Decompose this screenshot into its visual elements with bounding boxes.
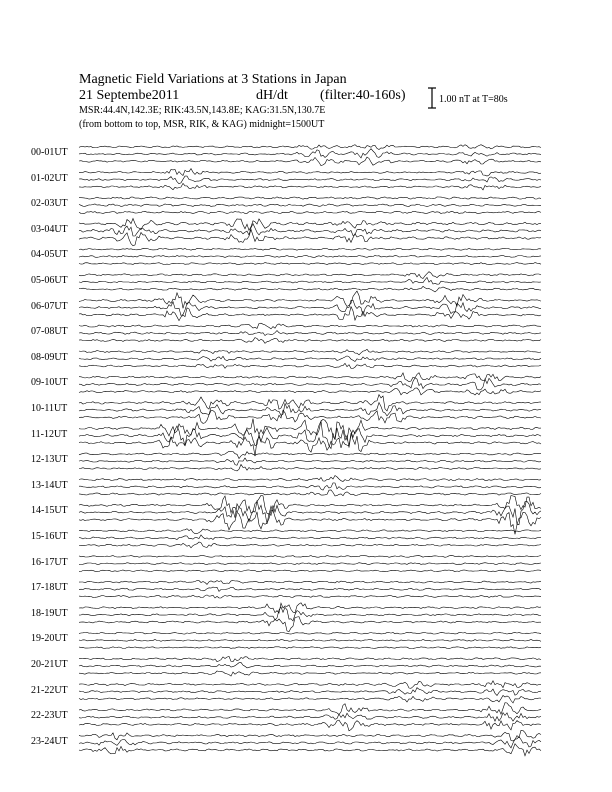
trace-line <box>79 535 541 540</box>
trace-line <box>79 197 541 199</box>
hour-label: 18-19UT <box>31 607 68 619</box>
trace-line <box>79 176 541 184</box>
trace-line <box>79 688 541 696</box>
hour-label: 07-08UT <box>31 326 68 338</box>
hour-label: 04-05UT <box>31 249 68 261</box>
trace-line <box>79 145 541 150</box>
trace-line <box>79 272 541 279</box>
chart-component: dH/dt <box>256 88 288 103</box>
trace-line <box>79 286 541 292</box>
trace-line <box>79 501 541 525</box>
chart-filter: (filter:40-160s) <box>320 88 406 103</box>
hour-label: 06-07UT <box>31 300 68 312</box>
trace-line <box>79 277 541 284</box>
trace-line <box>79 713 541 722</box>
trace-line <box>79 388 541 395</box>
trace-line <box>79 211 541 213</box>
trace-line <box>79 373 541 382</box>
trace-line <box>79 580 541 584</box>
hour-label: 09-10UT <box>31 377 68 389</box>
hour-label: 23-24UT <box>31 735 68 747</box>
hour-label: 03-04UT <box>31 223 68 235</box>
trace-line <box>79 671 541 676</box>
trace-line <box>79 556 541 558</box>
trace-line <box>79 403 541 416</box>
trace-line <box>79 720 541 731</box>
station-coordinates: MSR:44.4N,142.3E; RIK:43.5N,143.8E; KAG:31.5N,130.7E <box>79 105 326 116</box>
trace-line <box>79 338 541 344</box>
trace-line <box>79 157 541 166</box>
trace-line <box>79 363 541 368</box>
trace-line <box>79 542 541 548</box>
hour-label: 12-13UT <box>31 454 68 466</box>
trace-line <box>79 647 541 649</box>
trace-line <box>79 595 541 598</box>
trace-line <box>79 291 541 308</box>
hour-label: 14-15UT <box>31 505 68 517</box>
trace-line <box>79 476 541 482</box>
trace-line <box>79 656 541 661</box>
trace-line <box>79 563 541 565</box>
hour-label: 05-06UT <box>31 275 68 286</box>
hour-label: 19-20UT <box>31 633 68 645</box>
trace-line <box>79 323 541 329</box>
trace-line <box>79 730 541 741</box>
trace-line <box>79 433 541 456</box>
hour-label: 21-22UT <box>31 684 68 696</box>
trace-line <box>79 219 541 231</box>
trace-group <box>79 145 541 756</box>
trace-line <box>79 255 541 257</box>
trace-line <box>79 307 541 321</box>
trace-line <box>79 183 541 190</box>
trace-line <box>79 490 541 496</box>
hour-label: 16-17UT <box>31 556 68 568</box>
trace-line <box>79 703 541 715</box>
hour-label: 08-09UT <box>31 351 68 363</box>
trace-line <box>79 229 541 245</box>
trace-line <box>79 349 541 355</box>
trace-line <box>79 464 541 471</box>
trace-line <box>79 696 541 704</box>
hour-label: 00-01UT <box>31 147 68 158</box>
hour-label: 17-18UT <box>31 582 68 594</box>
trace-line <box>79 263 541 265</box>
trace-line <box>79 169 541 176</box>
chart-title: Magnetic Field Variations at 3 Stations in Japan <box>79 72 347 87</box>
hour-label: 11-12UT <box>31 428 68 440</box>
trace-line <box>79 529 541 534</box>
trace-line <box>79 378 541 390</box>
trace-line <box>79 204 541 206</box>
trace-line <box>79 356 541 362</box>
scale-label: 1.00 nT at T=80s <box>439 94 508 105</box>
trace-line <box>79 395 541 411</box>
trace-line <box>79 607 541 621</box>
trace-line <box>79 570 541 572</box>
trace-line <box>79 248 541 250</box>
trace-line <box>79 603 541 613</box>
trace-line <box>79 331 541 336</box>
hour-label: 13-14UT <box>31 479 68 491</box>
trace-line <box>79 421 541 449</box>
trace-line <box>79 663 541 668</box>
trace-line <box>79 681 541 689</box>
hour-label: 02-03UT <box>31 198 68 210</box>
trace-line <box>79 640 541 642</box>
hour-label: 20-21UT <box>31 659 68 670</box>
trace-line <box>79 737 541 748</box>
chart-date: 21 Septembe2011 <box>79 88 180 103</box>
trace-line <box>79 632 541 634</box>
hour-label: 22-23UT <box>31 710 68 722</box>
trace-line <box>79 617 541 632</box>
hour-label: 01-02UT <box>31 172 68 184</box>
station-order-note: (from bottom to top, MSR, RIK, & KAG) midnight=1500UT <box>79 119 325 130</box>
trace-line <box>79 587 541 591</box>
hour-label: 15-16UT <box>31 531 68 542</box>
trace-line <box>79 458 541 465</box>
trace-line <box>79 483 541 490</box>
trace-line <box>79 410 541 423</box>
trace-line <box>79 224 541 236</box>
trace-line <box>79 300 541 315</box>
trace-line <box>79 149 541 158</box>
trace-line <box>79 451 541 458</box>
trace-line <box>79 744 541 756</box>
hour-label: 10-11UT <box>31 403 68 414</box>
